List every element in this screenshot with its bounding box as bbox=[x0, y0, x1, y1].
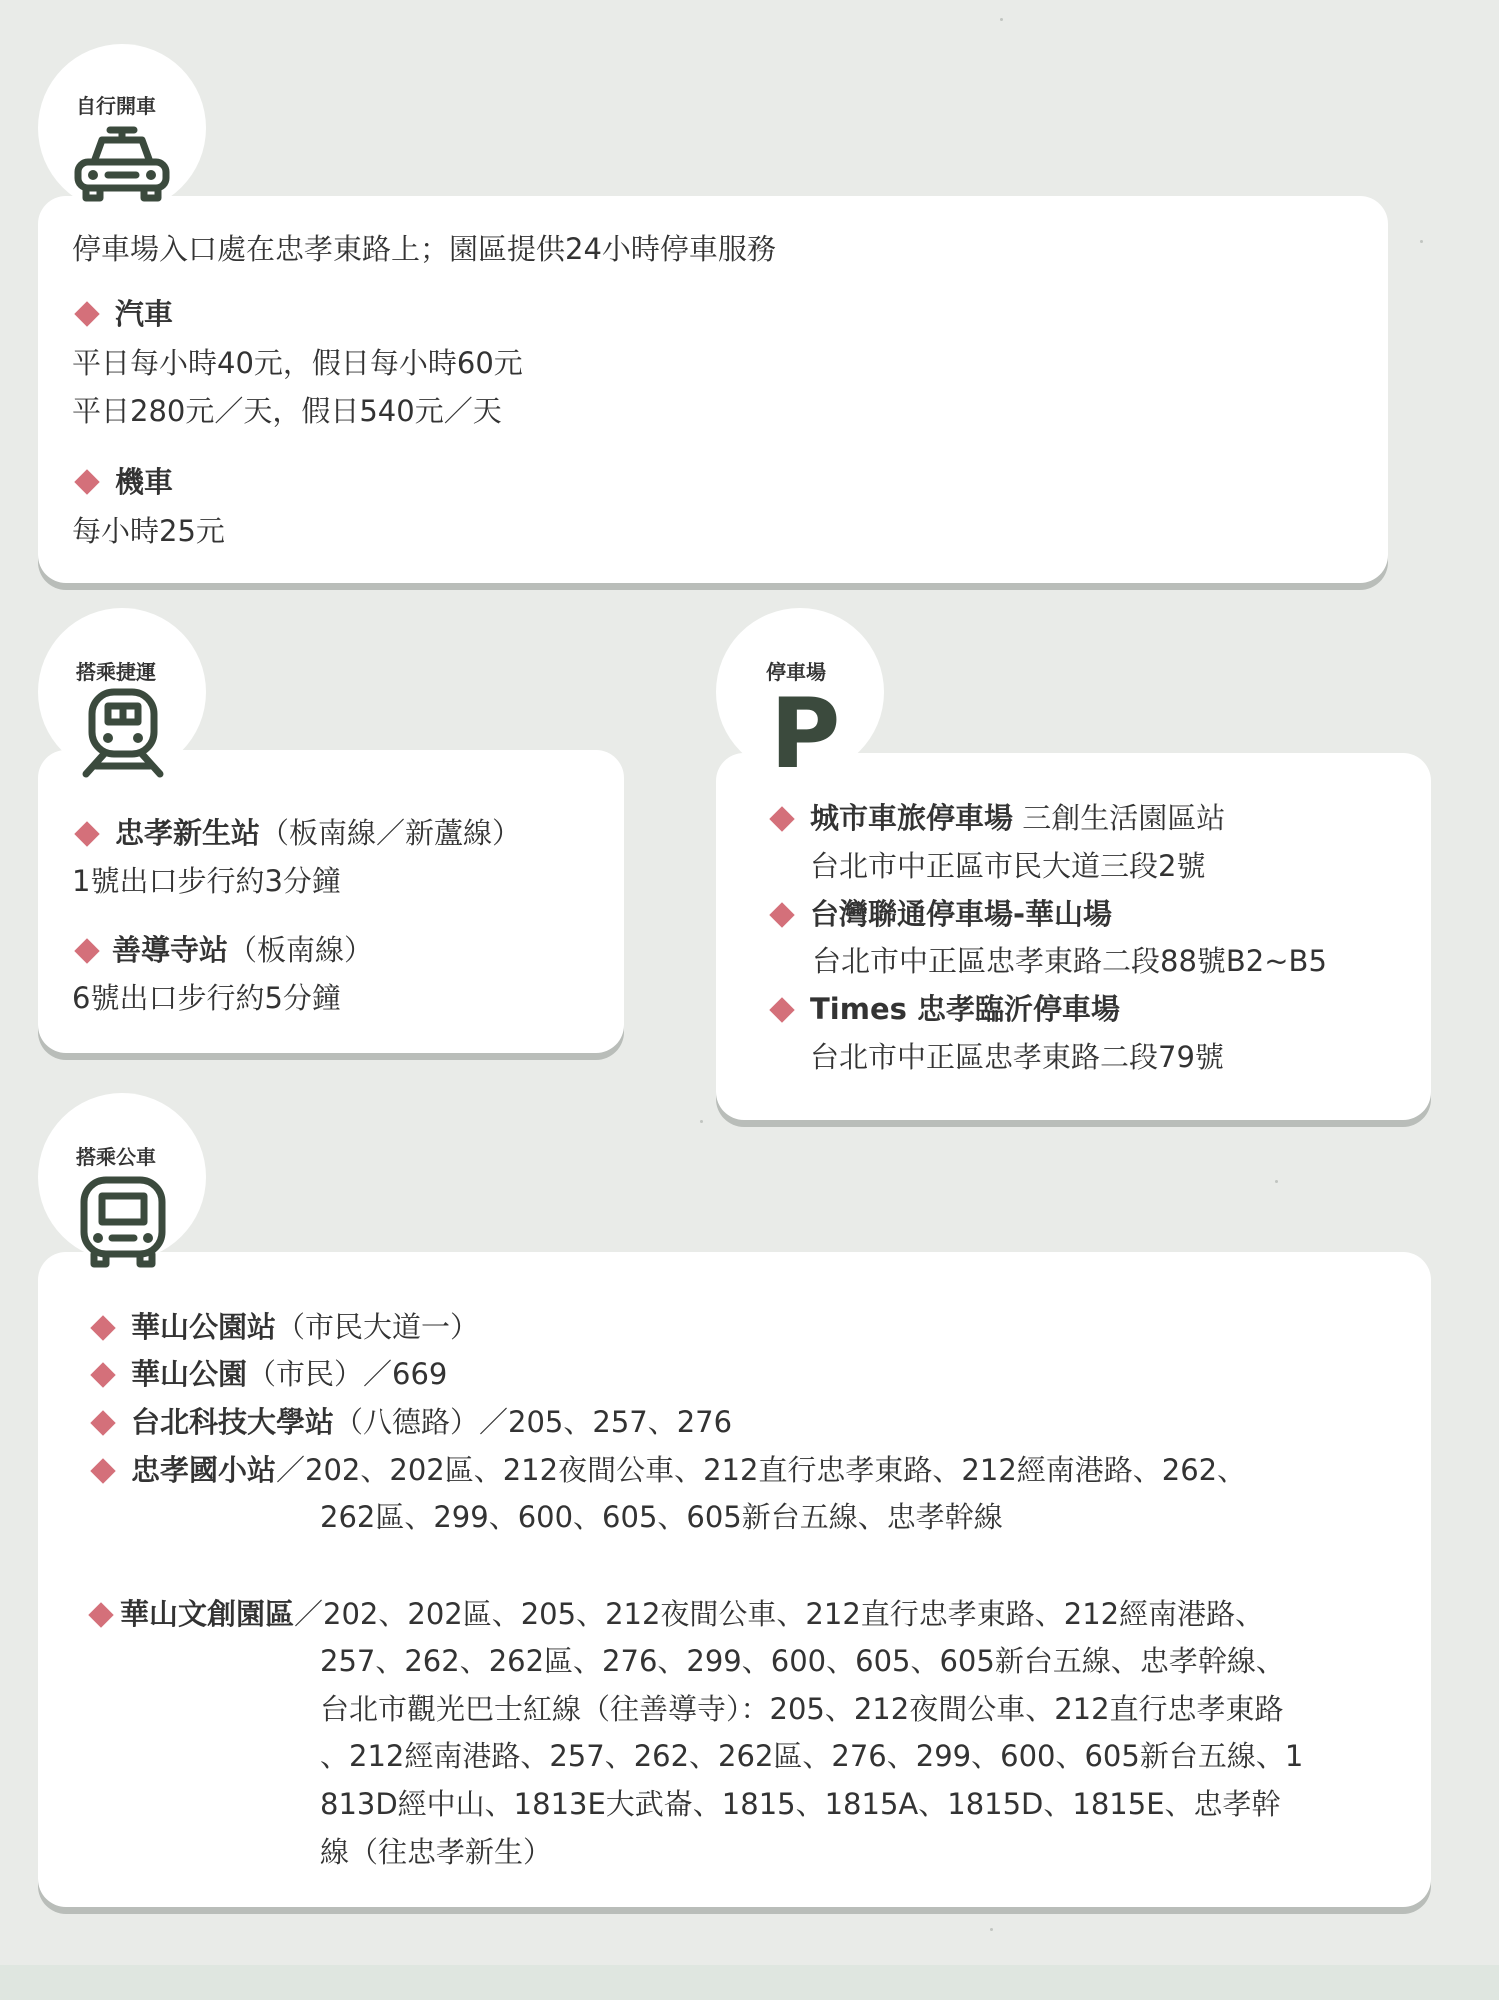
mrt-label: 搭乘捷運 bbox=[76, 660, 156, 684]
bus-stop-routes-cont: 台北市觀光巴士紅線（往善導寺）：205、212夜間公車、212直行忠孝東路 bbox=[320, 1692, 1284, 1726]
mrt-exit: 6號出口步行約5分鐘 bbox=[72, 981, 341, 1015]
mrt-station-line: （板南線） bbox=[228, 933, 374, 967]
parking-lot-name: 台灣聯通停車場-華山場 bbox=[810, 897, 1113, 931]
car-label: 自行開車 bbox=[76, 94, 156, 118]
parking-lot-name: 城市車旅停車場 bbox=[810, 801, 1014, 835]
parking-lot-sub: 三創生活園區站 bbox=[1013, 801, 1226, 835]
paper-speck bbox=[1000, 18, 1003, 21]
bus-stop-name: 華山公園站 bbox=[131, 1310, 277, 1344]
parking-label: 停車場 bbox=[766, 660, 826, 684]
mrt-station-name: 善導寺站 bbox=[112, 933, 229, 967]
bus-icon bbox=[78, 1174, 168, 1270]
bus-stop bbox=[131, 1351, 447, 1398]
bottom-strip bbox=[0, 1965, 1499, 2000]
bus-stop-routes-cont: 813D經中山、1813E大武崙、1815、1815A、1815D、1815E、忠孝幹 bbox=[320, 1787, 1281, 1821]
bus-stop-routes: （市民大道一） bbox=[276, 1310, 480, 1344]
bus-stop bbox=[131, 1304, 479, 1351]
car-auto-title: 汽車 bbox=[115, 297, 174, 331]
bus-stop-name: 台北科技大學站 bbox=[131, 1405, 335, 1439]
parking-lot-address: 台北市中正區市民大道三段2號 bbox=[810, 849, 1206, 883]
parking-p-icon: P bbox=[770, 678, 841, 790]
bus-stop-routes: ／202、202區、212夜間公車、212直行忠孝東路、212經南港路、262、 bbox=[276, 1453, 1247, 1487]
parking-lot bbox=[810, 795, 1225, 842]
parking-lot bbox=[810, 986, 1120, 1033]
bus-stop bbox=[120, 1591, 1264, 1638]
paper-speck bbox=[990, 1928, 993, 1931]
bus-stop-routes-cont: 線（往忠孝新生） bbox=[320, 1835, 553, 1869]
bus-stop-routes: ／202、202區、205、212夜間公車、212直行忠孝東路、212經南港路、 bbox=[294, 1597, 1265, 1631]
bus-stop-name: 華山公園 bbox=[131, 1357, 248, 1391]
bus-stop-routes: （八德路）／205、257、276 bbox=[334, 1405, 733, 1439]
mrt-station-name: 忠孝新生站 bbox=[115, 816, 261, 850]
bus-stop bbox=[131, 1447, 1246, 1494]
train-icon bbox=[78, 686, 168, 778]
bus-stop-routes-cont: 、212經南港路、257、262、262區、276、299、600、605新台五線、1 bbox=[320, 1739, 1304, 1773]
paper-speck bbox=[700, 1120, 703, 1123]
bus-stop-routes: （市民）／669 bbox=[247, 1357, 448, 1391]
mrt-exit: 1號出口步行約3分鐘 bbox=[72, 864, 341, 898]
parking-lot bbox=[810, 891, 1112, 938]
paper-speck bbox=[1275, 1180, 1278, 1183]
car-auto-line: 平日280元／天，假日540元／天 bbox=[72, 394, 502, 428]
car-moto-title: 機車 bbox=[115, 465, 174, 499]
car-moto-line: 每小時25元 bbox=[72, 514, 225, 548]
parking-lot-address: 台北市中正區忠孝東路二段88號B2~B5 bbox=[812, 944, 1327, 978]
bus-stop-routes-cont: 257、262、262區、276、299、600、605、605新台五線、忠孝幹線、 bbox=[320, 1644, 1285, 1678]
car-auto-line: 平日每小時40元，假日每小時60元 bbox=[72, 346, 523, 380]
car-intro: 停車場入口處在忠孝東路上；園區提供24小時停車服務 bbox=[72, 232, 776, 266]
parking-lot-address: 台北市中正區忠孝東路二段79號 bbox=[810, 1040, 1224, 1074]
mrt-station-line: （板南線／新蘆線） bbox=[260, 816, 522, 850]
bus-stop-name: 華山文創園區 bbox=[120, 1597, 295, 1631]
parking-lot-name: Times 忠孝臨沂停車場 bbox=[810, 992, 1120, 1026]
paper-speck bbox=[1420, 240, 1423, 243]
car-icon bbox=[72, 122, 172, 204]
bus-stop-routes-cont: 262區、299、600、605、605新台五線、忠孝幹線 bbox=[320, 1500, 1003, 1534]
mrt-station bbox=[115, 810, 521, 857]
bus-stop bbox=[131, 1399, 732, 1446]
bus-stop-name: 忠孝國小站 bbox=[131, 1453, 277, 1487]
mrt-station bbox=[112, 927, 373, 974]
bus-label: 搭乘公車 bbox=[76, 1145, 156, 1169]
